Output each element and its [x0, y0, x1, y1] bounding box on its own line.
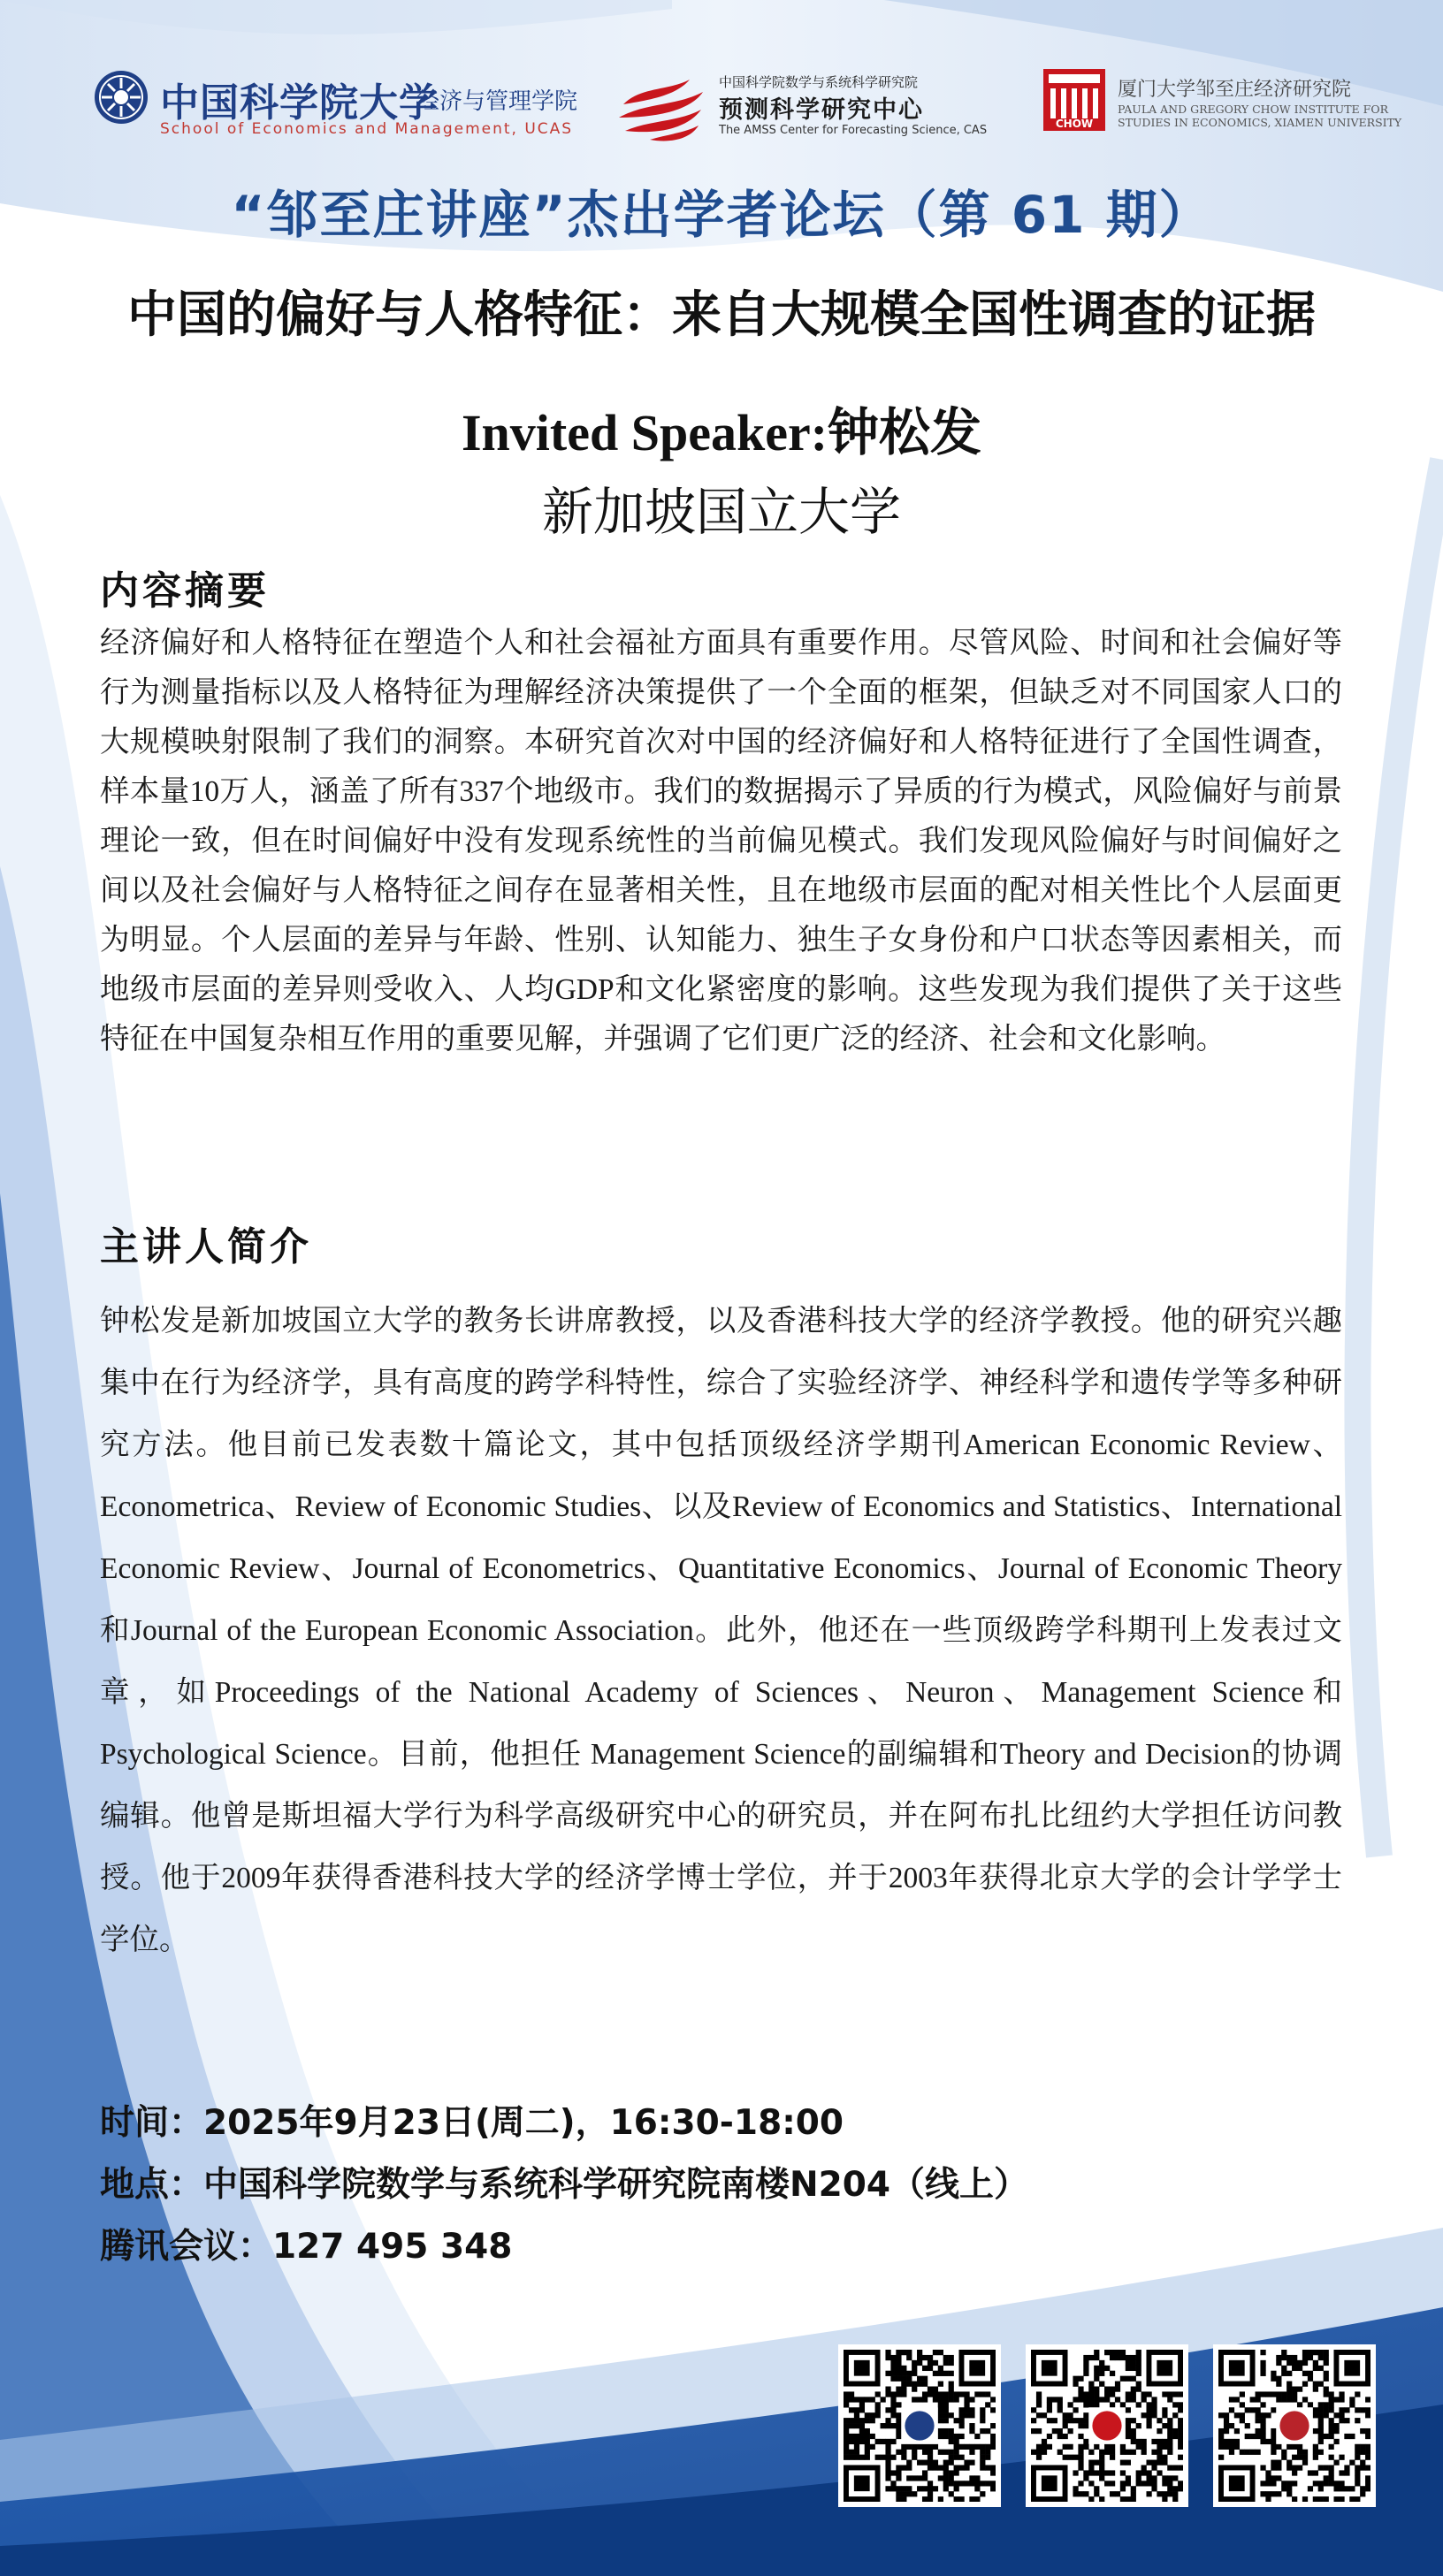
- chow-name-en-line1: PAULA AND GREGORY CHOW INSTITUTE FOR: [1118, 103, 1388, 116]
- qr-code-icon: [844, 2350, 996, 2502]
- ucas-sem-logo: [93, 69, 578, 140]
- chow-institute-logo: [1043, 69, 1402, 140]
- amss-center-cn: 预测科学研究中心: [719, 96, 924, 124]
- speaker-line: Invited Speaker:钟松发: [461, 404, 982, 461]
- ucas-name-cn: 中国科学院大学: [160, 80, 439, 126]
- qr-center-logo-icon: [1279, 2411, 1309, 2440]
- qr-center-logo-icon: [1092, 2411, 1121, 2440]
- amss-name-cn: 中国科学院数学与系统科学研究院: [719, 74, 919, 90]
- ucas-seal-icon: [93, 69, 149, 126]
- qr-code-icon: [1218, 2350, 1370, 2502]
- event-meeting-id: 腾讯会议：127 495 348: [100, 2227, 513, 2267]
- amss-forecasting-logo: [615, 69, 986, 149]
- qr-center-logo-icon: [905, 2411, 934, 2440]
- qr-code-3[interactable]: [1213, 2344, 1376, 2507]
- chow-name-en: [1118, 103, 1401, 129]
- ucas-dept-cn: 经济与管理学院: [416, 88, 578, 115]
- abstract-text: 经济偏好和人格特征在塑造个人和社会福祉方面具有重要作用。尽管风险、时间和社会偏好等行为测量指标以及人格特征为理解经济决策提供了一个全面的框架，但缺乏对不同国家人口的大规模映射限制了我们的洞察。本研究首次对中国的经济偏好和人格特征进行了全国性调查，样本量10万人，涵盖了所有337个地级市。我们的数据揭示了异质的行为模式，风险偏好与前景理论一致，但在时间偏好中没有发现系统性的当前偏见模式。我们发现风险偏好与时间偏好之间以及社会偏好与人格特征之间存在显著相关性，且在地级市层面的配对相关性比个人层面更为明显。个人层面的差异与年龄、性别、认知能力、独生子女身份和户口状态等因素相关，而地级市层面的差异则受收入、人均GDP和文化紧密度的影响。这些发现为我们提供了关于这些特征在中国复杂相互作用的重要见解，并强调了它们更广泛的经济、社会和文化影响。: [100, 627, 1342, 1056]
- ucas-name-en: School of Economics and Management, UCAS: [160, 120, 574, 138]
- qr-code-1[interactable]: [838, 2344, 1001, 2507]
- event-time: 时间：2025年9月23日(周二)，16:30-18:00: [100, 2103, 844, 2143]
- chow-badge-icon: [1043, 69, 1105, 131]
- chow-name-cn: 厦门大学邹至庄经济研究院: [1118, 79, 1352, 101]
- qr-code-2[interactable]: [1026, 2344, 1188, 2507]
- chow-name-en-line2: STUDIES IN ECONOMICS, XIAMEN UNIVERSITY: [1118, 116, 1402, 129]
- speaker-affiliation: 新加坡国立大学: [541, 484, 901, 541]
- chow-badge-text: CHOW: [1055, 118, 1094, 130]
- amss-center-en: The AMSS Center for Forecasting Science, CAS: [719, 124, 988, 137]
- qr-code-icon: [1031, 2350, 1183, 2502]
- event-place: 地点：中国科学院数学与系统科学研究院南楼N204（线上）: [100, 2165, 1029, 2205]
- talk-title: 中国的偏好与人格特征：来自大规模全国性调查的证据: [127, 286, 1316, 344]
- amss-red-wave-icon: [615, 69, 712, 145]
- bio-text: 钟松发是新加坡国立大学的教务长讲席教授，以及香港科技大学的经济学教授。他的研究兴趣集中在行为经济学，具有高度的跨学科特性，综合了实验经济学、神经科学和遗传学等多种研究方法。他目前已发表数十篇论文，其中包括顶级经济学期刊American Economic Review、Econometrica、Review of Economic Studies、以及Review of Economics and Statistics、International Economic Review、Journal of Econometrics、Quantitative Economics、Journal of Economic Theory和Journal of the European Economic Association。此外，他还在一些顶级跨学科期刊上发表过文章，如Proceedings of the National Academy of Sciences、Neuron、Management Science和Psychological Science。目前，他担任 Management Science的副编辑和Theory and Decision的协调编辑。他曾是斯坦福大学行为科学高级研究中心的研究员，并在阿布扎比纽约大学担任访问教授。他于2009年获得香港科技大学的经济学博士学位，并于2003年获得北京大学的会计学学士学位。: [100, 1305, 1342, 1956]
- series-title: “邹至庄讲座”杰出学者论坛（第 61 期）: [231, 185, 1212, 245]
- bio-heading: 主讲人简介: [100, 1224, 312, 1269]
- abstract-heading: 内容摘要: [100, 568, 270, 614]
